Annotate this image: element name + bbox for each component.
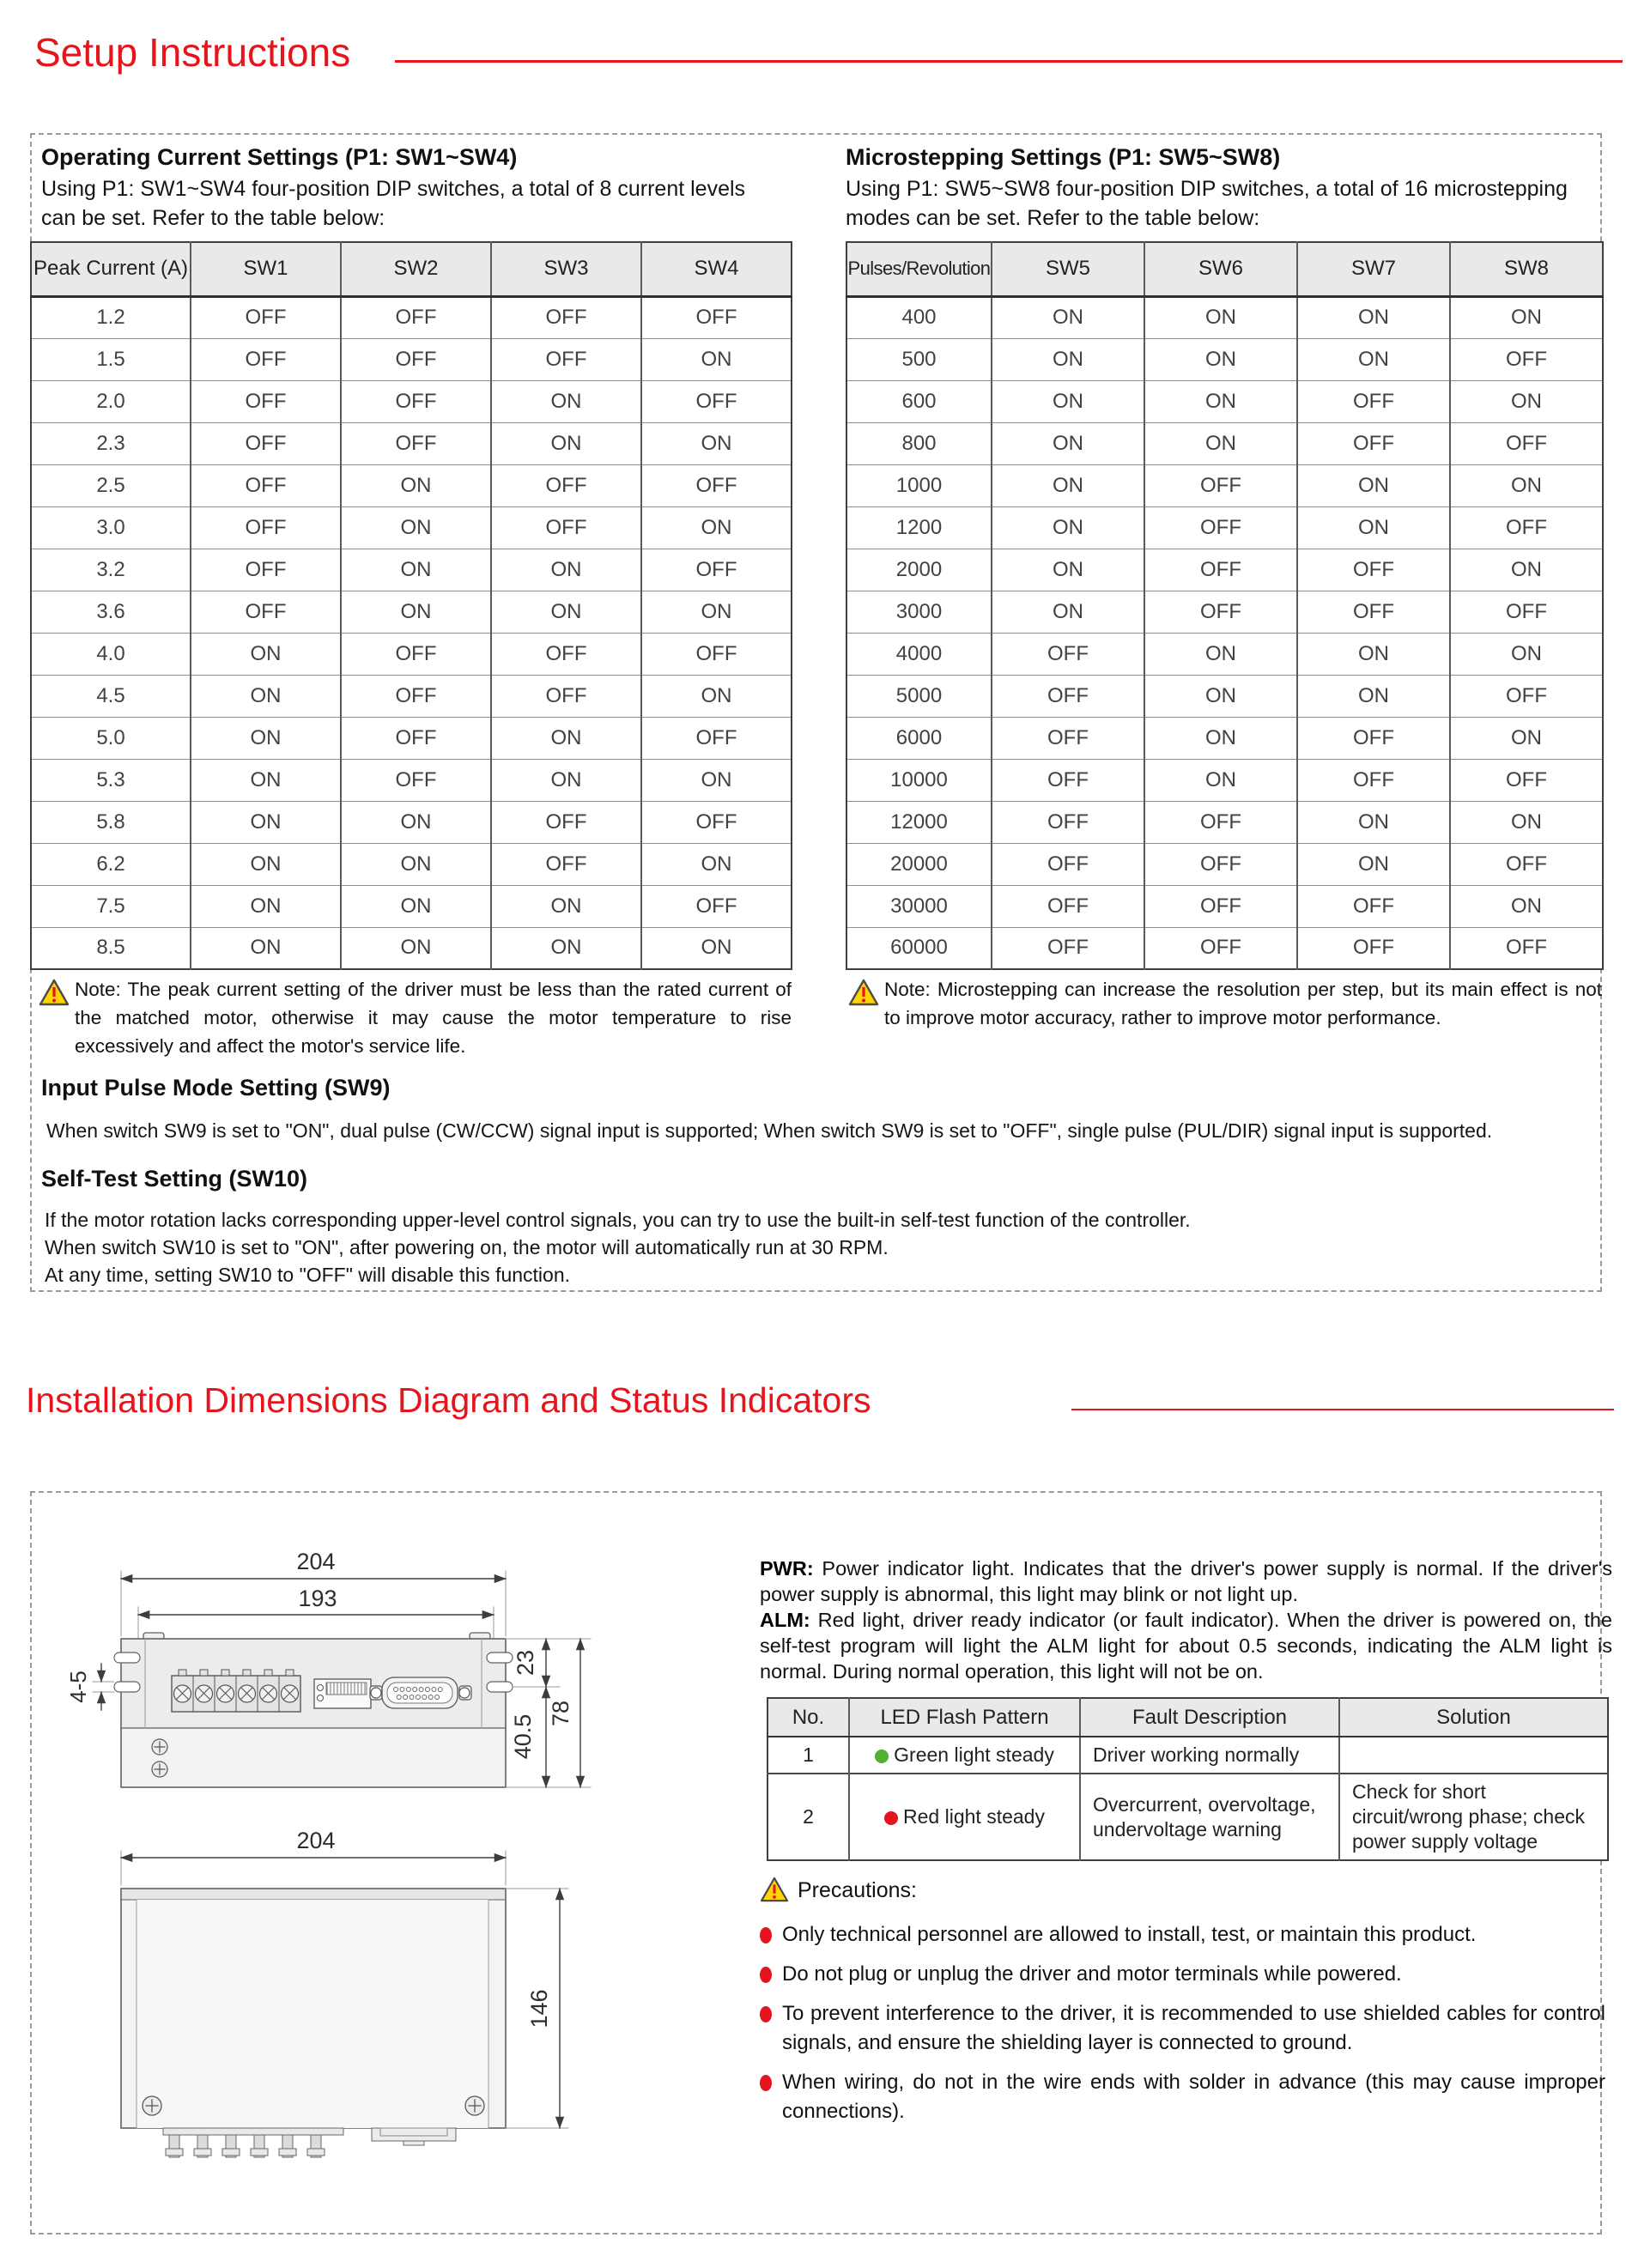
table-cell: ON — [1144, 338, 1297, 380]
table-cell: ON — [1450, 801, 1603, 843]
current-settings-heading: Operating Current Settings (P1: SW1~SW4) — [41, 144, 518, 170]
dip-switch-block — [314, 1679, 371, 1708]
pwr-label: PWR: — [760, 1557, 814, 1580]
table-cell: OFF — [641, 296, 792, 338]
table-cell: OFF — [1297, 380, 1450, 422]
table-cell: 800 — [846, 422, 992, 464]
table-cell: ON — [641, 927, 792, 969]
led-table-row — [767, 1737, 1608, 1774]
table-header-row — [846, 242, 1603, 296]
table-cell: OFF — [1450, 422, 1603, 464]
table-cell: ON — [641, 759, 792, 801]
sw10-line3: At any time, setting SW10 to "OFF" will disable this function. — [45, 1264, 571, 1286]
table-cell: ON — [191, 717, 341, 759]
table-cell: OFF — [341, 759, 491, 801]
table-cell: ON — [1297, 843, 1450, 885]
table-cell: ON — [1297, 464, 1450, 506]
table-row — [846, 843, 1603, 885]
table-row — [846, 801, 1603, 843]
table-cell: ON — [1297, 675, 1450, 717]
column-header: Fault Description — [1080, 1698, 1339, 1737]
table-header-row — [31, 242, 792, 296]
title-rule — [1071, 1409, 1614, 1410]
table-cell: 3.2 — [31, 549, 191, 591]
table-cell: ON — [1297, 296, 1450, 338]
table-cell: 5.8 — [31, 801, 191, 843]
table-cell: ON — [341, 927, 491, 969]
table-cell: OFF — [1450, 759, 1603, 801]
table-cell: OFF — [641, 380, 792, 422]
precaution-item — [760, 1960, 1605, 1989]
table-row — [846, 633, 1603, 675]
table-cell: ON — [341, 549, 491, 591]
table-cell: OFF — [341, 422, 491, 464]
table-cell: ON — [191, 843, 341, 885]
table-cell: ON — [992, 464, 1144, 506]
table-cell: 4000 — [846, 633, 992, 675]
column-header: SW2 — [341, 242, 491, 296]
column-header: Pulses/Revolution — [846, 242, 992, 296]
alm-label: ALM: — [760, 1609, 810, 1631]
led-dot-icon — [875, 1750, 889, 1763]
microstepping-desc: Using P1: SW5~SW8 four-position DIP switches, a total of 16 microstepping modes can be set. Refer to the table below: — [846, 177, 1568, 230]
table-cell: ON — [992, 296, 1144, 338]
table-cell: ON — [1450, 549, 1603, 591]
table-cell: OFF — [641, 464, 792, 506]
row-number: 2 — [767, 1774, 849, 1860]
precaution-item — [760, 1920, 1605, 1950]
precaution-item — [760, 1999, 1605, 2058]
table-cell: 2.0 — [31, 380, 191, 422]
table-row — [846, 422, 1603, 464]
table-cell: 60000 — [846, 927, 992, 969]
table-cell: ON — [341, 843, 491, 885]
pwr-description — [760, 1555, 1612, 1607]
sw10-heading: Self-Test Setting (SW10) — [41, 1166, 308, 1192]
table-cell: OFF — [1297, 549, 1450, 591]
table-cell: ON — [641, 338, 792, 380]
table-cell: OFF — [1144, 927, 1297, 969]
table-cell: 4.5 — [31, 675, 191, 717]
table-cell: ON — [341, 464, 491, 506]
table-cell: OFF — [341, 380, 491, 422]
table-row — [846, 885, 1603, 927]
warning-icon — [39, 979, 70, 1010]
bullet-icon — [760, 2075, 772, 2091]
table-cell: OFF — [491, 801, 641, 843]
table-cell: ON — [191, 759, 341, 801]
column-header: Solution — [1339, 1698, 1608, 1737]
dim-top-offset: 23 — [513, 1649, 538, 1677]
table-cell: OFF — [992, 927, 1144, 969]
table-cell: ON — [191, 633, 341, 675]
table-cell: OFF — [491, 843, 641, 885]
table-cell: ON — [341, 801, 491, 843]
table-cell: 500 — [846, 338, 992, 380]
table-cell: ON — [992, 422, 1144, 464]
precautions-block — [760, 1877, 1614, 2137]
table-cell: 10000 — [846, 759, 992, 801]
table-header-row — [767, 1698, 1608, 1737]
table-cell: OFF — [1144, 843, 1297, 885]
table-cell: OFF — [191, 422, 341, 464]
table-cell: OFF — [1450, 927, 1603, 969]
precaution-text: When wiring, do not in the wire ends with solder in advance (this may cause improper connections). — [782, 2071, 1605, 2123]
table-cell: 3.0 — [31, 506, 191, 549]
table-cell: ON — [1297, 506, 1450, 549]
table-row — [31, 591, 792, 633]
column-header: SW6 — [1144, 242, 1297, 296]
led-fault-table — [767, 1697, 1609, 1861]
table-cell: OFF — [641, 885, 792, 927]
table-cell: OFF — [992, 885, 1144, 927]
table-row — [31, 380, 792, 422]
table-cell: OFF — [491, 506, 641, 549]
table-row — [31, 633, 792, 675]
table-row — [31, 549, 792, 591]
table-cell: OFF — [1297, 591, 1450, 633]
table-cell: ON — [1144, 296, 1297, 338]
table-cell: ON — [1450, 717, 1603, 759]
table-cell: ON — [1450, 380, 1603, 422]
top-view-diagram — [121, 1828, 568, 2157]
microstepping-heading: Microstepping Settings (P1: SW5~SW8) — [846, 144, 1281, 170]
table-cell: ON — [1297, 338, 1450, 380]
table-cell: OFF — [1144, 506, 1297, 549]
table-cell: OFF — [191, 591, 341, 633]
table-cell: OFF — [1297, 422, 1450, 464]
table-cell: 1200 — [846, 506, 992, 549]
column-header: SW5 — [992, 242, 1144, 296]
table-cell: ON — [1297, 633, 1450, 675]
table-cell: 8.5 — [31, 927, 191, 969]
table-cell: OFF — [491, 338, 641, 380]
table-cell: ON — [191, 885, 341, 927]
table-cell: OFF — [491, 296, 641, 338]
precautions-heading-row — [760, 1877, 1614, 1907]
table-cell: ON — [191, 675, 341, 717]
table-cell: 5.3 — [31, 759, 191, 801]
table-cell: ON — [491, 422, 641, 464]
table-cell: ON — [341, 885, 491, 927]
table-cell: 2.3 — [31, 422, 191, 464]
table-row — [31, 464, 792, 506]
table-cell: OFF — [1297, 717, 1450, 759]
table-cell: OFF — [992, 633, 1144, 675]
table-row — [31, 927, 792, 969]
table-cell: OFF — [992, 843, 1144, 885]
fault-description: Driver working normally — [1080, 1737, 1339, 1774]
table-row — [846, 549, 1603, 591]
table-row — [31, 296, 792, 338]
dimension-diagrams — [34, 1511, 755, 2249]
column-header: SW8 — [1450, 242, 1603, 296]
table-cell: ON — [1450, 633, 1603, 675]
table-cell: 5.0 — [31, 717, 191, 759]
sw9-heading: Input Pulse Mode Setting (SW9) — [41, 1075, 391, 1101]
solution: Check for short circuit/wrong phase; check power supply voltage — [1339, 1774, 1608, 1860]
table-cell: OFF — [1450, 338, 1603, 380]
table-cell: 3000 — [846, 591, 992, 633]
table-row — [31, 422, 792, 464]
table-cell: 600 — [846, 380, 992, 422]
bullet-icon — [760, 1967, 772, 1983]
table-cell: ON — [641, 675, 792, 717]
table-cell: OFF — [191, 549, 341, 591]
table-row — [846, 927, 1603, 969]
indicator-description — [760, 1555, 1612, 1684]
table-cell: 6000 — [846, 717, 992, 759]
alm-description — [760, 1607, 1612, 1684]
table-cell: OFF — [191, 296, 341, 338]
table-row — [31, 675, 792, 717]
table-cell: ON — [1450, 885, 1603, 927]
table-cell: OFF — [491, 633, 641, 675]
table-cell: OFF — [1144, 464, 1297, 506]
table-cell: OFF — [1450, 843, 1603, 885]
current-settings-table — [30, 241, 792, 970]
table-cell: 1.2 — [96, 306, 125, 329]
table-cell: 30000 — [846, 885, 992, 927]
table-cell: OFF — [641, 717, 792, 759]
note-text: Note: Microstepping can increase the resolution per step, but its main effect is not to improve motor accuracy, rather to improve motor performance. — [884, 979, 1602, 1028]
table-row — [846, 591, 1603, 633]
table-cell: 1.5 — [31, 338, 191, 380]
table-row — [846, 675, 1603, 717]
table-cell: ON — [191, 927, 341, 969]
table-cell: ON — [641, 843, 792, 885]
table-cell: ON — [1450, 296, 1603, 338]
table-cell: OFF — [1450, 506, 1603, 549]
table-cell: 6.2 — [31, 843, 191, 885]
installation-title: Installation Dimensions Diagram and Status Indicators — [26, 1380, 871, 1420]
table-cell: OFF — [491, 464, 641, 506]
fault-description: Overcurrent, overvoltage, undervoltage warning — [1080, 1774, 1339, 1860]
dim-lower-height: 40.5 — [510, 1713, 536, 1760]
table-row — [31, 885, 792, 927]
warning-icon — [760, 1877, 789, 1907]
table-cell: ON — [641, 422, 792, 464]
warning-icon — [848, 979, 879, 1010]
table-cell: OFF — [641, 633, 792, 675]
table-cell: OFF — [491, 675, 641, 717]
table-cell: OFF — [641, 801, 792, 843]
table-row — [846, 759, 1603, 801]
column-header: SW1 — [191, 242, 341, 296]
sw9-body: When switch SW9 is set to "ON", dual pulse (CW/CCW) signal input is supported; When switch SW9 is set to "OFF", single pulse (PUL/DIR) signal input is supported. — [46, 1119, 1493, 1142]
table-cell: ON — [491, 549, 641, 591]
table-row — [31, 843, 792, 885]
table-cell: OFF — [641, 549, 792, 591]
table-cell: 1000 — [846, 464, 992, 506]
table-cell: ON — [491, 885, 641, 927]
table-cell: OFF — [1450, 675, 1603, 717]
column-header: SW3 — [491, 242, 641, 296]
table-cell: 400 — [901, 306, 937, 329]
microstepping-note — [848, 975, 1602, 1032]
table-row — [846, 717, 1603, 759]
dim-overall-width: 204 — [296, 1549, 336, 1574]
table-row — [846, 464, 1603, 506]
table-cell: OFF — [1450, 591, 1603, 633]
precaution-text: To prevent interference to the driver, it is recommended to use shielded cables for control signals, and ensure the shielding layer is connected to ground. — [782, 2002, 1605, 2054]
table-cell: ON — [491, 759, 641, 801]
table-cell: OFF — [1144, 549, 1297, 591]
terminal-block — [172, 1670, 300, 1712]
dim-mount-width: 193 — [298, 1586, 337, 1611]
precaution-text: Do not plug or unplug the driver and motor terminals while powered. — [782, 1962, 1402, 1986]
table-cell: ON — [491, 591, 641, 633]
precaution-text: Only technical personnel are allowed to install, test, or maintain this product. — [782, 1923, 1477, 1946]
table-cell: ON — [1144, 675, 1297, 717]
table-cell: OFF — [992, 801, 1144, 843]
table-cell: OFF — [191, 464, 341, 506]
table-cell: 12000 — [846, 801, 992, 843]
table-cell: OFF — [1297, 927, 1450, 969]
table-cell: OFF — [341, 633, 491, 675]
table-row — [31, 506, 792, 549]
led-dot-icon — [884, 1811, 898, 1825]
table-cell: 3.6 — [31, 591, 191, 633]
table-row — [31, 717, 792, 759]
table-cell: ON — [191, 801, 341, 843]
table-cell: 20000 — [846, 843, 992, 885]
dim-top-width: 204 — [296, 1828, 336, 1853]
table-cell: ON — [491, 380, 641, 422]
table-cell: OFF — [1144, 885, 1297, 927]
column-header: No. — [767, 1698, 849, 1737]
table-cell: ON — [341, 506, 491, 549]
front-view-diagram — [65, 1549, 591, 1787]
microstepping-table — [846, 241, 1604, 970]
dim-total-height: 78 — [548, 1700, 573, 1727]
note-text: Note: The peak current setting of the driver must be less than the rated current of the matched motor, otherwise it may cause the motor temperature to rise excessively and affect the motor's service life. — [75, 979, 792, 1057]
current-settings-desc: Using P1: SW1~SW4 four-position DIP switches, a total of 8 current levels can be set. Refer to the table below: — [41, 177, 746, 230]
table-cell: ON — [1144, 422, 1297, 464]
sw10-line1: If the motor rotation lacks corresponding upper-level control signals, you can try to use the built-in self-test function of the controller. — [45, 1209, 1191, 1231]
table-cell: OFF — [1144, 591, 1297, 633]
dim-top-depth: 146 — [526, 1989, 552, 2028]
table-row — [846, 338, 1603, 380]
table-cell: OFF — [1297, 885, 1450, 927]
bullet-icon — [760, 2006, 772, 2022]
bullet-icon — [760, 1927, 772, 1944]
column-header: LED Flash Pattern — [849, 1698, 1080, 1737]
table-cell: ON — [992, 506, 1144, 549]
table-cell: OFF — [341, 338, 491, 380]
table-cell: ON — [1144, 633, 1297, 675]
current-note — [39, 975, 792, 1060]
table-cell: ON — [491, 927, 641, 969]
row-number: 1 — [803, 1743, 814, 1766]
led-table-row — [767, 1774, 1608, 1860]
precautions-list — [760, 1920, 1614, 2126]
dim-slot-size: 4-5 — [65, 1671, 91, 1703]
column-header: SW4 — [641, 242, 792, 296]
table-cell: 7.5 — [31, 885, 191, 927]
alm-text: Red light, driver ready indicator (or fault indicator). When the driver is powered on, the self-test program will light the ALM light for about 0.5 seconds, indicating the ALM light is normal. During normal operation, this light will not be on. — [760, 1609, 1612, 1683]
led-pattern-cell: Green light steady — [849, 1737, 1080, 1774]
title-rule — [395, 60, 1623, 63]
precaution-item — [760, 2068, 1605, 2126]
connector-profile — [372, 2128, 456, 2145]
table-cell: ON — [641, 506, 792, 549]
pwr-text: Power indicator light. Indicates that the driver's power supply is normal. If the driver's power supply is abnormal, this light may blink or not light up. — [760, 1557, 1612, 1605]
table-cell: ON — [992, 591, 1144, 633]
table-cell: ON — [992, 338, 1144, 380]
precautions-heading: Precautions: — [798, 1878, 917, 1902]
table-cell: OFF — [191, 338, 341, 380]
table-cell: 2.5 — [31, 464, 191, 506]
table-cell: OFF — [191, 506, 341, 549]
solution — [1339, 1737, 1608, 1774]
table-cell: OFF — [1297, 759, 1450, 801]
table-cell: 5000 — [846, 675, 992, 717]
table-cell: OFF — [992, 675, 1144, 717]
table-cell: ON — [491, 717, 641, 759]
table-row — [31, 801, 792, 843]
table-cell: ON — [1297, 801, 1450, 843]
column-header: SW7 — [1297, 242, 1450, 296]
table-cell: OFF — [992, 717, 1144, 759]
table-cell: ON — [1144, 759, 1297, 801]
table-row — [31, 759, 792, 801]
table-row — [31, 338, 792, 380]
table-cell: ON — [992, 380, 1144, 422]
table-cell: ON — [1450, 464, 1603, 506]
table-cell: OFF — [341, 717, 491, 759]
table-row — [846, 506, 1603, 549]
table-cell: OFF — [191, 380, 341, 422]
sw10-line2: When switch SW10 is set to "ON", after powering on, the motor will automatically run at 30 RPM. — [45, 1236, 889, 1258]
column-header: Peak Current (A) — [31, 242, 191, 296]
led-pattern-cell: Red light steady — [849, 1774, 1080, 1860]
table-row — [846, 380, 1603, 422]
terminal-pins — [163, 2128, 343, 2157]
table-cell: OFF — [341, 296, 491, 338]
table-row — [846, 296, 1603, 338]
table-cell: 4.0 — [31, 633, 191, 675]
table-cell: OFF — [1144, 801, 1297, 843]
table-cell: 2000 — [846, 549, 992, 591]
table-cell: ON — [1144, 717, 1297, 759]
setup-instructions-title: Setup Instructions — [34, 30, 351, 75]
table-cell: ON — [341, 591, 491, 633]
table-cell: OFF — [992, 759, 1144, 801]
table-cell: ON — [992, 549, 1144, 591]
table-cell: ON — [1144, 380, 1297, 422]
table-cell: ON — [641, 591, 792, 633]
table-cell: OFF — [341, 675, 491, 717]
